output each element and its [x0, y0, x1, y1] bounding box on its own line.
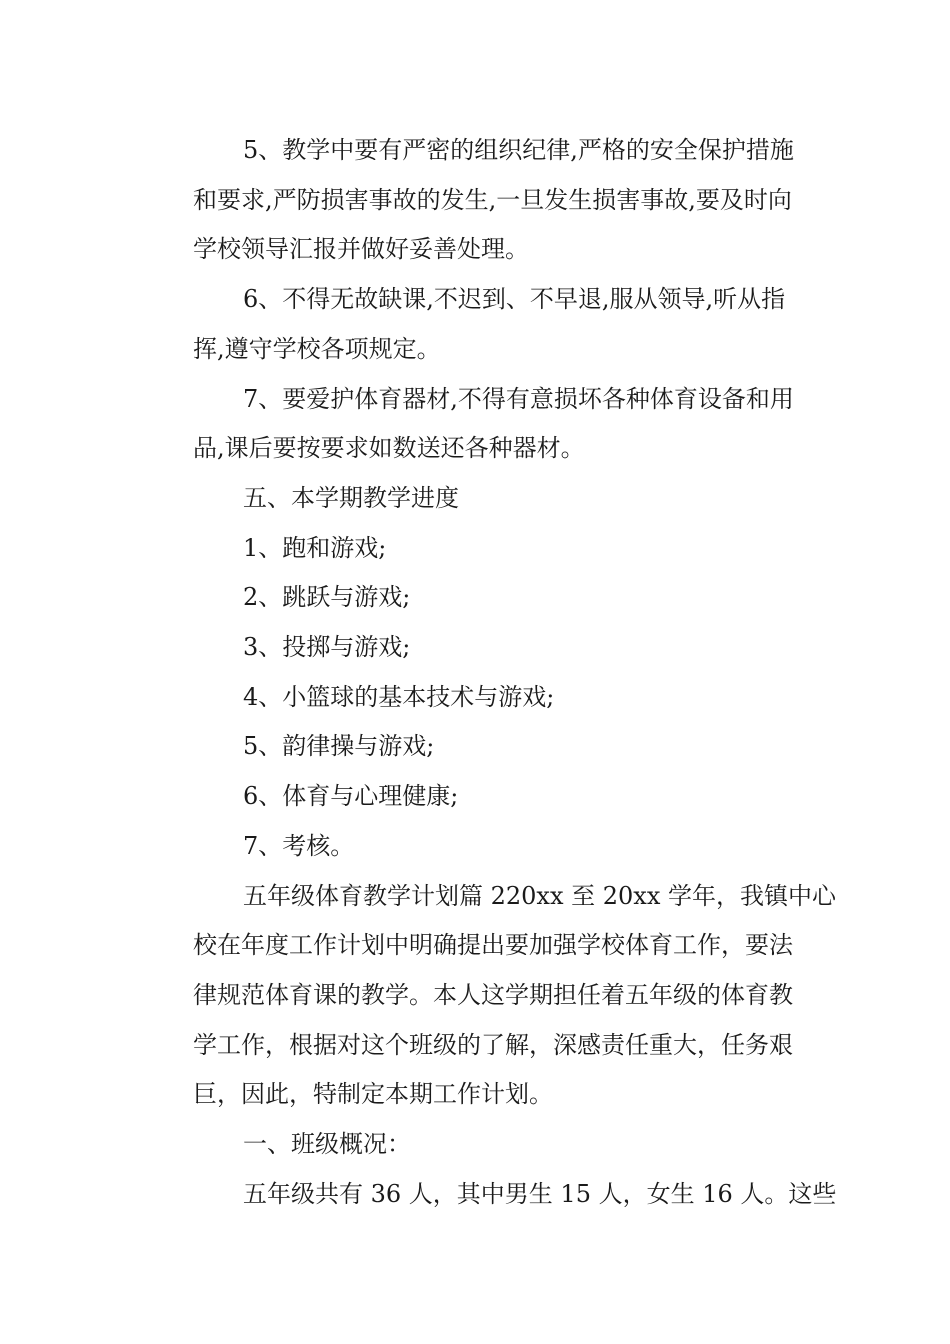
progress-item-1	[145, 524, 815, 574]
text-line: 5、韵律操与游戏;	[243, 732, 435, 761]
text-line: 学校领导汇报并做好妥善处理。	[193, 235, 529, 264]
progress-item-5	[145, 722, 815, 772]
text-line: 一、班级概况：	[243, 1130, 411, 1159]
progress-item-2	[145, 573, 815, 623]
text-line: 4、小篮球的基本技术与游戏;	[243, 682, 555, 711]
text-line: 7、考核。	[243, 831, 355, 860]
progress-item-4	[145, 673, 815, 723]
progress-item-7	[145, 822, 815, 872]
progress-item-3	[145, 623, 815, 673]
paragraph-rule-5	[145, 126, 815, 275]
text-line: 律规范体育课的教学。本人这学期担任着五年级的体育教	[193, 980, 793, 1009]
paragraph-rule-7	[145, 375, 815, 474]
text-line: 校在年度工作计划中明确提出要加强学校体育工作，要法	[193, 931, 793, 960]
text-line: 和要求,严防损害事故的发生,一旦发生损害事故,要及时向	[193, 185, 792, 214]
text-line: 3、投掷与游戏;	[243, 633, 411, 662]
section-heading-class-overview	[145, 1120, 815, 1170]
paragraph-class-overview	[145, 1170, 837, 1220]
progress-item-6	[145, 772, 815, 822]
paragraph-plan-intro	[145, 872, 837, 1121]
text-line: 五年级共有 36 人，其中男生 15 人，女生 16 人。这些	[243, 1179, 837, 1208]
text-line: 7、要爱护体育器材,不得有意损坏各种体育设备和用	[243, 384, 794, 413]
paragraph-rule-6	[145, 275, 815, 374]
text-line: 学工作，根据对这个班级的了解，深感责任重大，任务艰	[193, 1030, 793, 1059]
text-line: 2、跳跃与游戏;	[243, 583, 411, 612]
text-line: 1、跑和游戏;	[243, 533, 387, 562]
text-line: 6、体育与心理健康;	[243, 782, 459, 811]
text-line: 5、教学中要有严密的组织纪律,严格的安全保护措施	[243, 136, 794, 164]
text-line: 五、本学期教学进度	[243, 483, 459, 512]
text-line: 品,课后要按要求如数送还各种器材。	[193, 434, 585, 463]
document-body	[145, 126, 837, 1219]
text-line: 五年级体育教学计划篇 220xx 至 20xx 学年，我镇中心	[243, 881, 837, 910]
text-line: 巨，因此，特制定本期工作计划。	[193, 1080, 553, 1109]
text-line: 6、不得无故缺课,不迟到、不早退,服从领导,听从指	[243, 285, 786, 314]
section-heading-progress	[145, 474, 815, 524]
text-line: 挥,遵守学校各项规定。	[193, 334, 441, 363]
